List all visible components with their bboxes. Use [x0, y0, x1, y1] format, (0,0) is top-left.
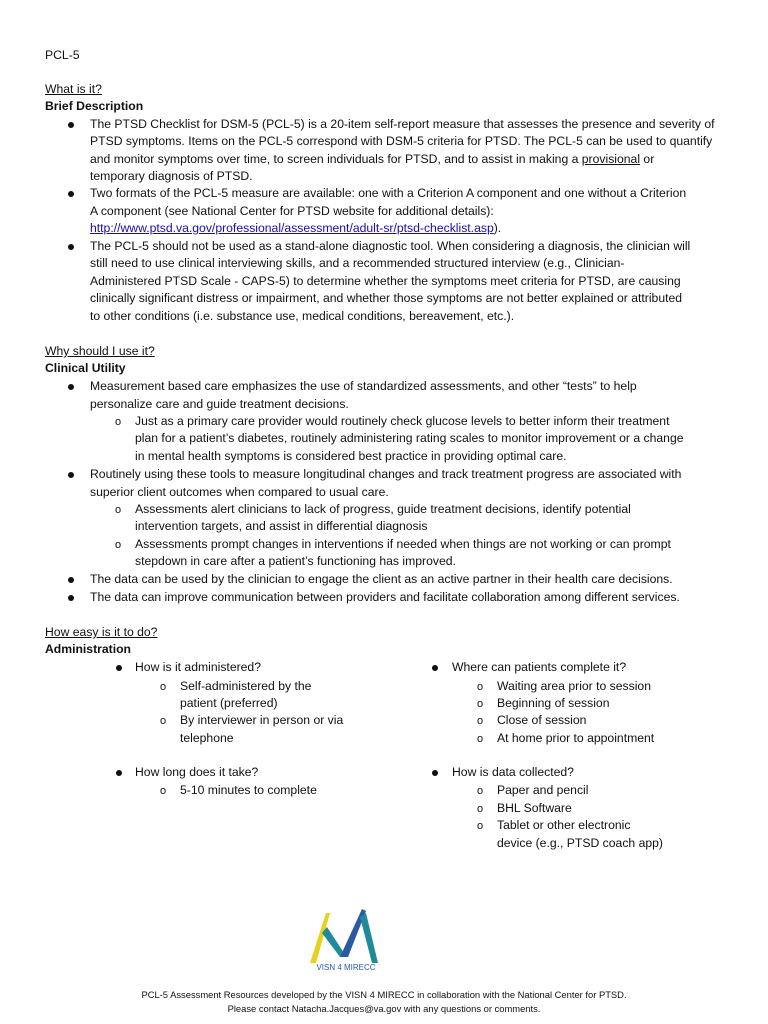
bullet-icon: [68, 244, 74, 250]
how-left-q1-a1-line1: Self-administered by the: [180, 679, 312, 693]
bullet-icon: [432, 770, 438, 776]
what-b2-line1: Two formats of the PCL-5 measure are available: one with a Criterion A component and one without a Criterion: [90, 186, 687, 200]
sub-bullet-icon: o: [160, 681, 167, 693]
how-right-q2-a1: Paper and pencil: [497, 783, 589, 797]
bullet-icon: [68, 472, 74, 478]
what-b3-line5: to other conditions (i.e. substance use, medical conditions, bereavement, etc.).: [90, 309, 515, 323]
why-b2-sub2-line2: stepdown in care after a patient’s functioning has improved.: [135, 554, 456, 568]
how-left-q2-a1: 5-10 minutes to complete: [180, 783, 317, 797]
what-b2-line3: http://www.ptsd.va.gov/professional/assessment/adult-sr/ptsd-checklist.asp).: [90, 221, 502, 235]
how-right-q2: How is data collected?: [452, 765, 574, 779]
how-right-q1-a1: Waiting area prior to session: [497, 679, 651, 693]
bullet-icon: [68, 122, 74, 128]
sub-bullet-icon: o: [477, 715, 484, 727]
how-left-q1-a2-line2: telephone: [180, 731, 234, 745]
sub-bullet-icon: o: [477, 681, 484, 693]
document-title: PCL-5: [45, 48, 80, 62]
sub-bullet-icon: o: [477, 803, 484, 815]
why-b3: The data can be used by the clinician to engage the client as an active partner in their health care decisions.: [90, 572, 673, 586]
provisional-text: provisional: [581, 152, 641, 166]
sub-bullet-icon: o: [160, 785, 167, 797]
how-right-q1-a4: At home prior to appointment: [497, 731, 655, 745]
what-b1-line2: PTSD symptoms. Items on the PCL-5 correspond with DSM-5 criteria for PTSD. The PCL-5 can be used to quantify: [90, 134, 713, 148]
section-heading-why: Why should I use it?: [45, 344, 155, 358]
sub-bullet-icon: o: [477, 820, 484, 832]
how-left-q2: How long does it take?: [135, 765, 259, 779]
why-b1-sub1-line3: in mental health symptoms is considered best practice in providing optimal care.: [135, 449, 567, 463]
sub-bullet-icon: o: [477, 733, 484, 745]
logo-stroke-teal-right: [360, 913, 378, 963]
sub-bullet-icon: o: [115, 539, 122, 551]
subheading-clinical-utility: Clinical Utility: [45, 361, 126, 375]
why-b2-sub1-line2: intervention targets, and assist in differential diagnosis: [135, 519, 428, 533]
visn4-mirecc-logo: [300, 903, 392, 975]
what-b1-line1: The PTSD Checklist for DSM-5 (PCL-5) is a 20-item self-report measure that assesses the presence and severity of: [90, 117, 715, 131]
section-heading-what: What is it?: [45, 82, 102, 96]
why-b2-line1: Routinely using these tools to measure longitudinal changes and track treatment progress are associated with: [90, 467, 682, 481]
bullet-icon: [68, 384, 74, 390]
why-b2-sub2-line1: Assessments prompt changes in interventions if needed when things are not working or can prompt: [135, 537, 671, 551]
what-b3-line4: clinically significant distress or impairment, and whether those symptoms are not better explained or attributed: [90, 291, 683, 305]
bullet-icon: [116, 665, 122, 671]
how-left-q1-a1-line2: patient (preferred): [180, 696, 278, 710]
why-b1-sub1-line2: plan for a patient’s diabetes, routinely administering rating scales to monitor improvement or a change: [135, 431, 684, 445]
sub-bullet-icon: o: [477, 698, 484, 710]
subheading-brief-description: Brief Description: [45, 99, 144, 113]
how-right-q2-a2: BHL Software: [497, 801, 572, 815]
how-right-q2-a3-line1: Tablet or other electronic: [497, 818, 631, 832]
section-heading-how: How easy is it to do?: [45, 625, 158, 639]
why-b1-line2: personalize care and guide treatment decisions.: [90, 397, 349, 411]
what-b1-line4: temporary diagnosis of PTSD.: [90, 169, 253, 183]
why-b1-line1: Measurement based care emphasizes the use of standardized assessments, and other “tests” to help: [90, 379, 637, 393]
why-b1-sub1-line1: Just as a primary care provider would routinely check glucose levels to better inform their treatment: [135, 414, 670, 428]
what-b3-line1: The PCL-5 should not be used as a stand-alone diagnostic tool. When considering a diagnosis, the clinician will: [90, 239, 691, 253]
how-right-q1-a2: Beginning of session: [497, 696, 610, 710]
sub-bullet-icon: o: [115, 416, 122, 428]
how-right-q2-a3-line2: device (e.g., PTSD coach app): [497, 836, 663, 850]
why-b4: The data can improve communication between providers and facilitate collaboration among different services.: [90, 590, 680, 604]
why-b2-line2: superior client outcomes when compared to usual care.: [90, 485, 389, 499]
bullet-icon: [116, 770, 122, 776]
sub-bullet-icon: o: [160, 715, 167, 727]
why-b2-sub1-line1: Assessments alert clinicians to lack of progress, guide treatment decisions, identify potential: [135, 502, 631, 516]
bullet-icon: [68, 595, 74, 601]
bullet-icon: [432, 665, 438, 671]
ptsd-checklist-link[interactable]: http://www.ptsd.va.gov/professional/assessment/adult-sr/ptsd-checklist.asp: [90, 221, 494, 235]
how-right-q1-a3: Close of session: [497, 713, 587, 727]
bullet-icon: [68, 577, 74, 583]
sub-bullet-icon: o: [115, 504, 122, 516]
what-b3-line2: still need to use clinical interviewing skills, and a recommended structured interview (e.g., Clinician-: [90, 256, 625, 270]
what-b3-line3: Administered PTSD Scale - CAPS-5) to determine whether the symptoms meet criteria for PTSD, are causing: [90, 274, 681, 288]
what-b1-line3: and monitor symptoms over time, to screen individuals for PTSD, and to assist in making a provisional or: [90, 152, 655, 166]
footer-line2: Please contact Natacha.Jacques@va.gov with any questions or comments.: [227, 1003, 541, 1014]
sub-bullet-icon: o: [477, 785, 484, 797]
how-left-q1-a2-line1: By interviewer in person or via: [180, 713, 344, 727]
footer-line1: PCL-5 Assessment Resources developed by the VISN 4 MIRECC in collaboration with the National Center for PTSD.: [141, 989, 627, 1000]
logo-text: VISN 4 MIRECC: [316, 963, 376, 972]
how-left-q1: How is it administered?: [135, 660, 261, 674]
how-right-q1: Where can patients complete it?: [452, 660, 627, 674]
what-b2-line2: A component (see National Center for PTSD website for additional details):: [90, 204, 494, 218]
logo-stroke-teal: [322, 927, 344, 957]
bullet-icon: [68, 191, 74, 197]
subheading-administration: Administration: [45, 642, 131, 656]
